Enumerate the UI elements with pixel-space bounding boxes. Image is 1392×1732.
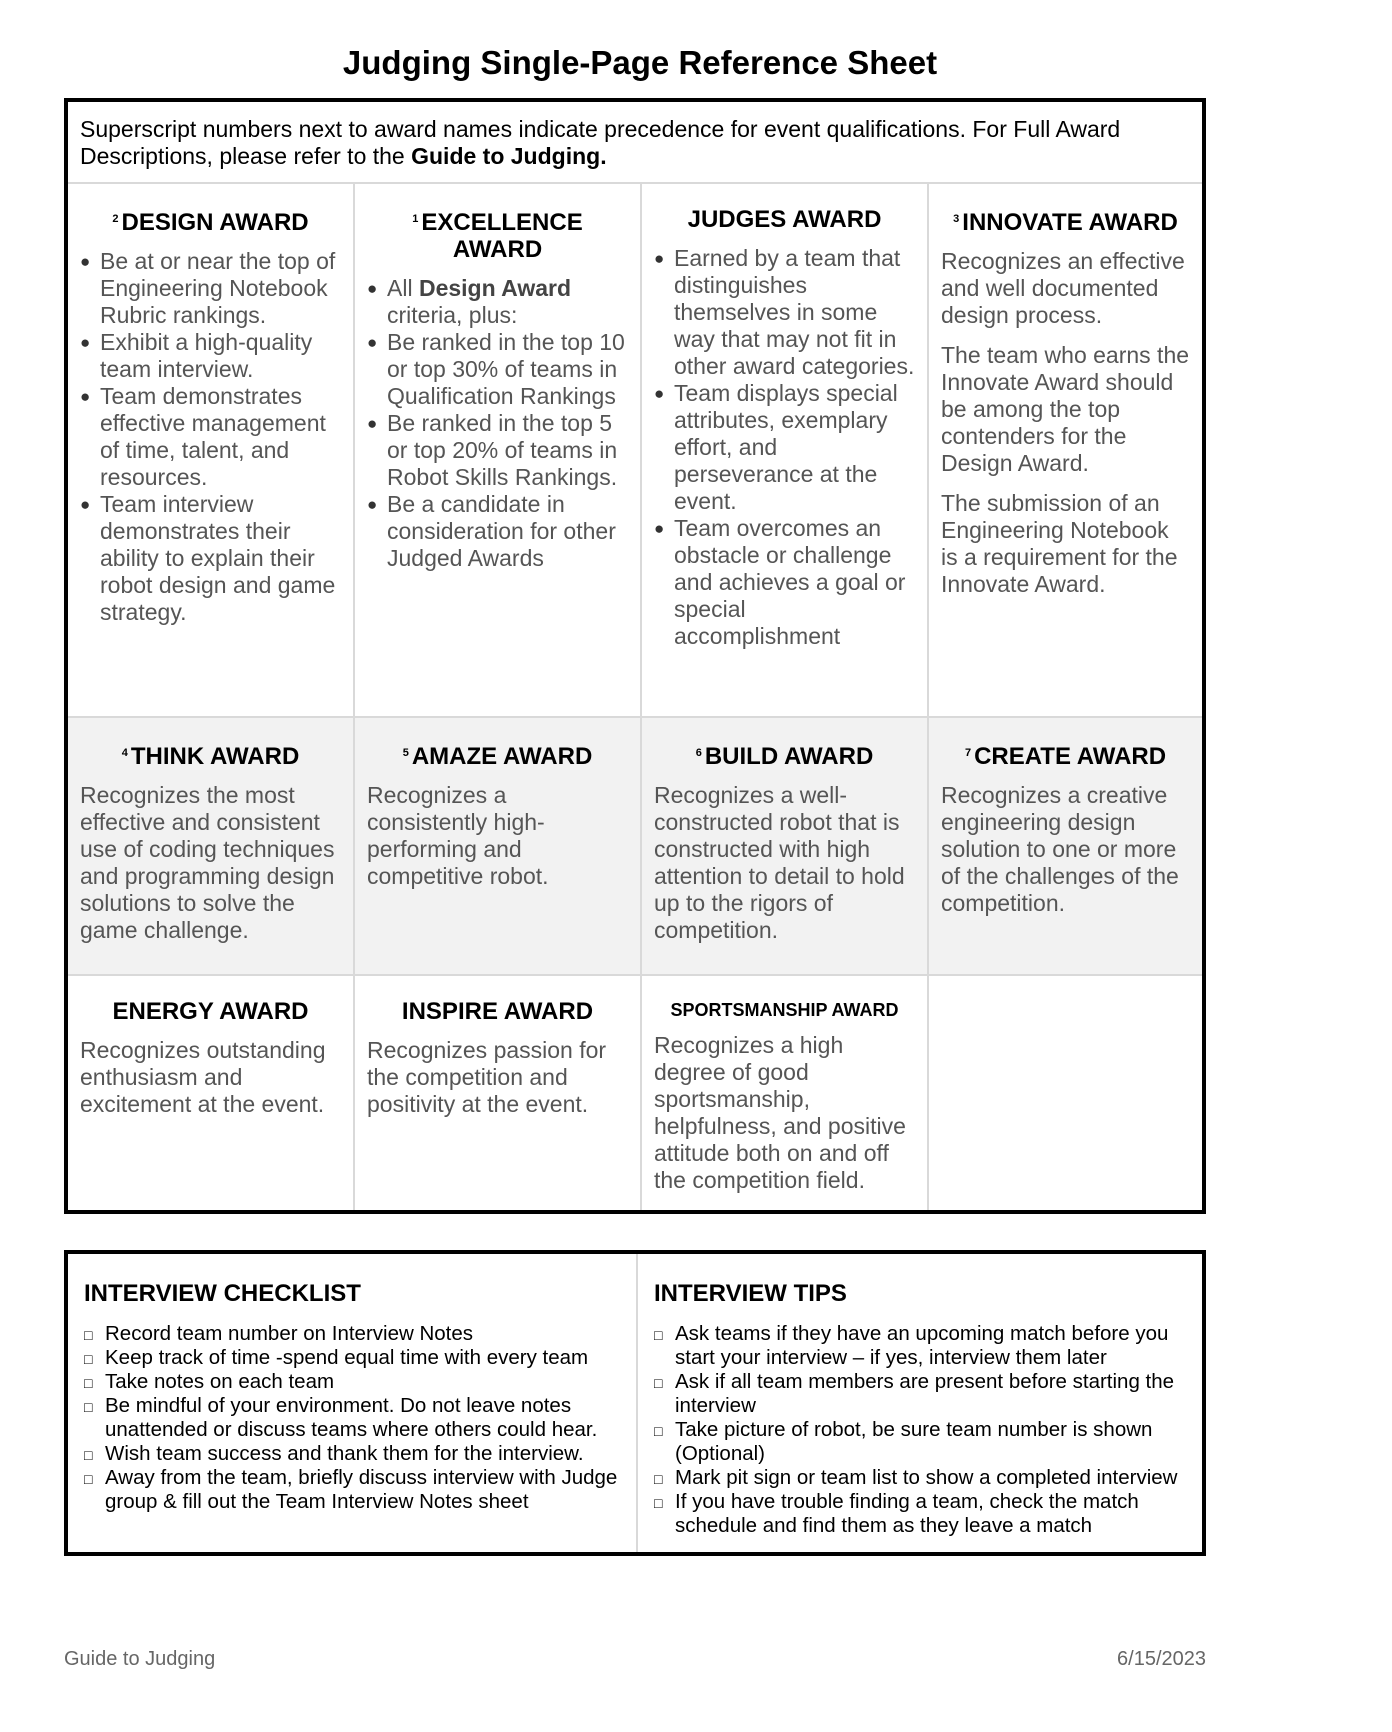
award-title [941,206,1190,236]
award-description: Recognizes a consistently high-performing and competitive robot. [367,782,549,889]
list-item: ● Be ranked in the top 5 or top 20% of teams in Robot Skills Rankings. [367,410,628,491]
list-item: ● Team overcomes an obstacle or challenge and achieves a goal or special accomplishment [654,515,915,650]
award-description [941,248,1190,598]
precedence-number: 7 [964,747,972,759]
precedence-number: 4 [121,747,128,759]
footer-date: 6/15/2023 [1117,1648,1206,1670]
award-name: INNOVATE AWARD [962,209,1178,236]
checklist-item: □ Record team number on Interview Notes [84,1322,620,1346]
list-item: ● Earned by a team that distinguishes themselves in some way that may not fit in other award categories. [654,245,915,380]
list-item: ● Be at or near the top of Engineering Notebook Rubric rankings. [80,248,341,329]
award-title [80,740,341,770]
award-title [367,206,628,263]
award-title: ENERGY AWARD [112,998,309,1025]
list-item: ● Be a candidate in consideration for other Judged Awards [367,491,628,572]
award-title: SPORTSMANSHIP AWARD [670,1000,899,1020]
award-name: AMAZE AWARD [411,743,593,770]
precedence-number: 3 [953,213,960,225]
award-title [367,740,628,770]
page-title: Judging Single-Page Reference Sheet [342,44,938,81]
award-title: INSPIRE AWARD [401,998,594,1025]
guide-reference: Guide to Judging. [411,143,607,169]
list-item: ● Be ranked in the top 10 or top 30% of teams in Qualification Rankings [367,329,628,410]
award-description: Recognizes a well-constructed robot that is constructed with high attention to detail to hold up to the rigors of competition. [654,782,905,943]
footer-document-name: Guide to Judging [64,1648,216,1670]
tip-item: □ Ask if all team members are present before starting the interview [654,1370,1186,1418]
award-title [80,206,341,236]
interview-box [64,1250,1206,1556]
checklist-item: □ Away from the team, briefly discuss interview with Judge group & fill out the Team Interview Notes sheet [84,1466,620,1514]
tip-item: □ Ask teams if they have an upcoming match before you start your interview – if yes, interview them later [654,1322,1186,1370]
checklist-title: INTERVIEW CHECKLIST [84,1280,361,1307]
award-description: Recognizes passion for the competition and positivity at the event. [367,1037,607,1117]
award-description: Recognizes outstanding enthusiasm and excitement at the event. [80,1037,326,1117]
precedence-number: 2 [112,213,119,225]
text-part: criteria, plus: [387,302,518,328]
precedence-number: 5 [402,747,409,759]
award-name: BUILD AWARD [704,743,874,770]
list-item: ● Team displays special attributes, exemplary effort, and perseverance at the event. [654,380,915,515]
awards-grid [68,184,1202,1210]
award-name: EXCELLENCE AWARD [421,209,583,263]
list-item: ● Exhibit a high-quality team interview. [80,329,341,383]
criteria-list [367,275,628,572]
judges-award-cell [642,184,929,718]
description-paragraph: The submission of an Engineering Notebook is a requirement for the Innovate Award. [941,490,1178,597]
sportsmanship-award-cell [642,976,929,1210]
description-paragraph: The team who earns the Innovate Award should be among the top contenders for the Design Award. [941,342,1190,476]
innovate-award-cell [929,184,1202,718]
inspire-award-cell [355,976,642,1210]
think-award-cell [68,718,355,976]
text-part: All [387,275,419,301]
criteria-list [654,245,915,650]
award-title [654,740,915,770]
amaze-award-cell [355,718,642,976]
checklist-item: □ Be mindful of your environment. Do not leave notes unattended or discuss teams where others could hear. [84,1394,620,1442]
interview-checklist [68,1254,638,1552]
checklist-item: □ Take notes on each team [84,1370,620,1394]
checklist-items [84,1322,620,1514]
award-title: JUDGES AWARD [687,206,882,233]
award-title [941,740,1190,770]
checklist-item: □ Keep track of time -spend equal time with every team [84,1346,620,1370]
awards-box [64,98,1206,1214]
award-description: Recognizes the most effective and consistent use of coding techniques and programming design solutions to solve the game challenge. [80,782,335,943]
tip-item: □ Mark pit sign or team list to show a completed interview [654,1466,1186,1490]
award-name: DESIGN AWARD [121,209,309,236]
interview-tips [638,1254,1202,1552]
empty-cell [929,976,1202,1210]
excellence-award-cell [355,184,642,718]
award-description: Recognizes a high degree of good sportsmanship, helpfulness, and positive attitude both on and off the competition field. [654,1032,906,1193]
tip-item: □ Take picture of robot, be sure team number is shown (Optional) [654,1418,1186,1466]
design-award-cell [68,184,355,718]
list-item: ● Team demonstrates effective management of time, talent, and resources. [80,383,341,491]
precedence-number: 6 [695,747,702,759]
tips-items [654,1322,1186,1538]
create-award-cell [929,718,1202,976]
checklist-item: □ Wish team success and thank them for the interview. [84,1442,620,1466]
award-name: THINK AWARD [130,743,300,770]
tips-title: INTERVIEW TIPS [654,1280,847,1307]
design-award-reference: Design Award [418,275,572,301]
criteria-list [80,248,341,626]
award-name: CREATE AWARD [974,743,1167,770]
list-item [367,275,628,329]
intro-note [68,102,1202,184]
intro-text: Superscript numbers next to award names indicate precedence for event qualifications. For Full Award Descriptions, please refer to the [80,116,1121,169]
description-paragraph: Recognizes an effective and well documented design process. [941,248,1185,328]
precedence-number: 1 [412,213,419,225]
list-item: ● Team interview demonstrates their ability to explain their robot design and game strategy. [80,491,341,626]
tip-item: □ If you have trouble finding a team, check the match schedule and find them as they leave a match [654,1490,1186,1538]
award-description: Recognizes a creative engineering design solution to one or more of the challenges of the competition. [941,782,1179,916]
build-award-cell [642,718,929,976]
energy-award-cell [68,976,355,1210]
